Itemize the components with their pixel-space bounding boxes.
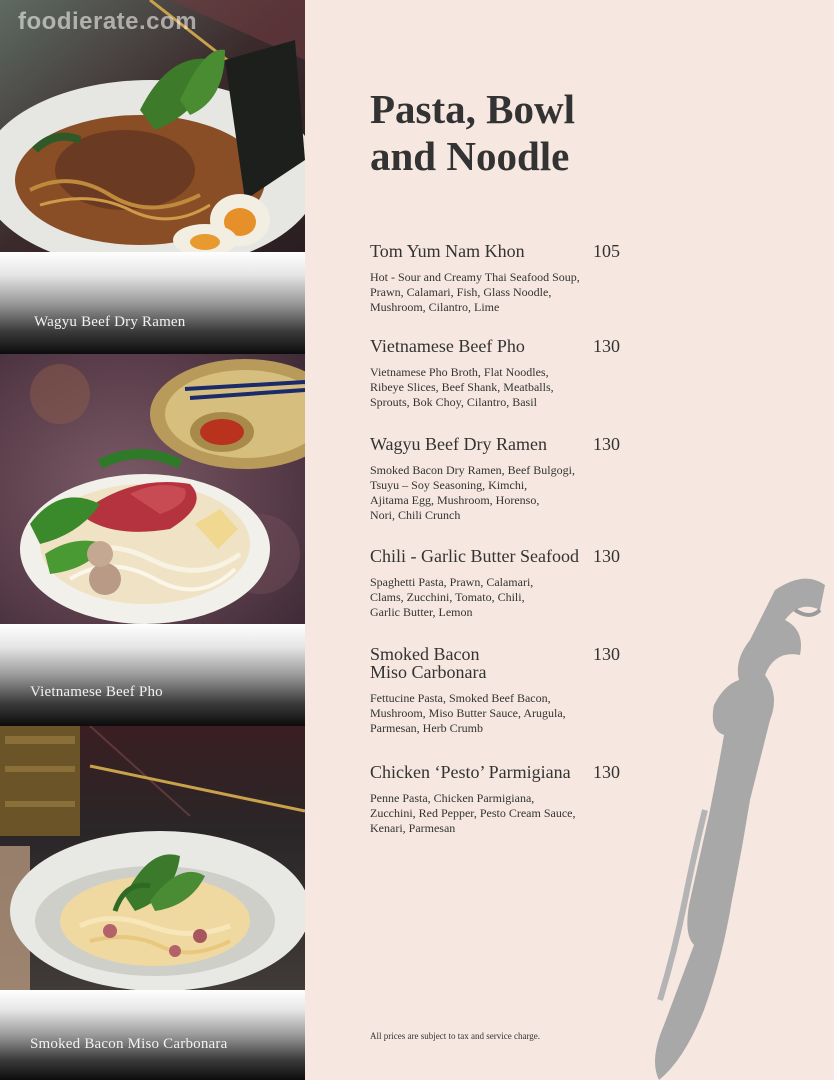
caption-band [0, 252, 305, 354]
item-price: 105 [593, 241, 620, 261]
menu-item [370, 337, 630, 410]
item-description: Fettucine Pasta, Smoked Beef Bacon, Mushroom, Miso Butter Sauce, Arugula, Parmesan, Herb Crumb [370, 691, 566, 735]
item-name-line: Smoked Bacon [370, 644, 480, 664]
item-name: Vietnamese Beef Pho [370, 336, 525, 356]
item-price: 130 [593, 762, 620, 782]
item-description: Hot - Sour and Creamy Thai Seafood Soup, Prawn, Calamari, Fish, Glass Noodle, Mushroom, Cilantro, Lime [370, 270, 580, 314]
item-price: 130 [593, 546, 620, 566]
page-title [370, 86, 670, 180]
item-price: 130 [593, 336, 620, 356]
item-name [370, 645, 630, 681]
watermark: foodierate.com [18, 8, 198, 35]
item-price: 130 [593, 434, 620, 454]
menu-item [370, 547, 630, 620]
photo-beef-pho [0, 354, 305, 624]
item-name: Chili - Garlic Butter Seafood [370, 546, 579, 566]
item-name: Tom Yum Nam Khon [370, 241, 525, 261]
photo-caption: Vietnamese Beef Pho [30, 684, 163, 700]
item-price: 130 [593, 644, 620, 664]
photo-wagyu-ramen [0, 0, 305, 252]
menu-item [370, 763, 630, 836]
item-description: Smoked Bacon Dry Ramen, Beef Bulgogi, Tsuyu – Soy Seasoning, Kimchi, Ajitama Egg, Mushroom, Horenso, Nori, Chili Crunch [370, 463, 575, 522]
menu-item [370, 435, 630, 523]
brush-stroke-decoration [645, 570, 834, 1080]
item-description: Vietnamese Pho Broth, Flat Noodles, Ribeye Slices, Beef Shank, Meatballs, Sprouts, Bok Choy, Cilantro, Basil [370, 365, 554, 409]
item-name-line: Miso Carbonara [370, 662, 487, 682]
item-description: Spaghetti Pasta, Prawn, Calamari, Clams, Zucchini, Tomato, Chili, Garlic Butter, Lemon [370, 575, 534, 619]
photo-miso-carbonara [0, 726, 305, 990]
photo-column [0, 0, 305, 1080]
item-name: Wagyu Beef Dry Ramen [370, 434, 547, 454]
menu-item [370, 645, 630, 736]
title-line: and Noodle [370, 133, 570, 179]
price-footnote: All prices are subject to tax and service charge. [370, 1031, 541, 1041]
caption-band [0, 624, 305, 726]
title-line: Pasta, Bowl [370, 86, 575, 132]
photo-caption: Wagyu Beef Dry Ramen [34, 314, 186, 330]
item-description: Penne Pasta, Chicken Parmigiana, Zucchini, Red Pepper, Pesto Cream Sauce, Kenari, Parmesan [370, 791, 576, 835]
item-name: Chicken ‘Pesto’ Parmigiana [370, 762, 571, 782]
caption-band [0, 990, 305, 1080]
photo-caption: Smoked Bacon Miso Carbonara [30, 1036, 228, 1052]
menu-item [370, 242, 630, 315]
